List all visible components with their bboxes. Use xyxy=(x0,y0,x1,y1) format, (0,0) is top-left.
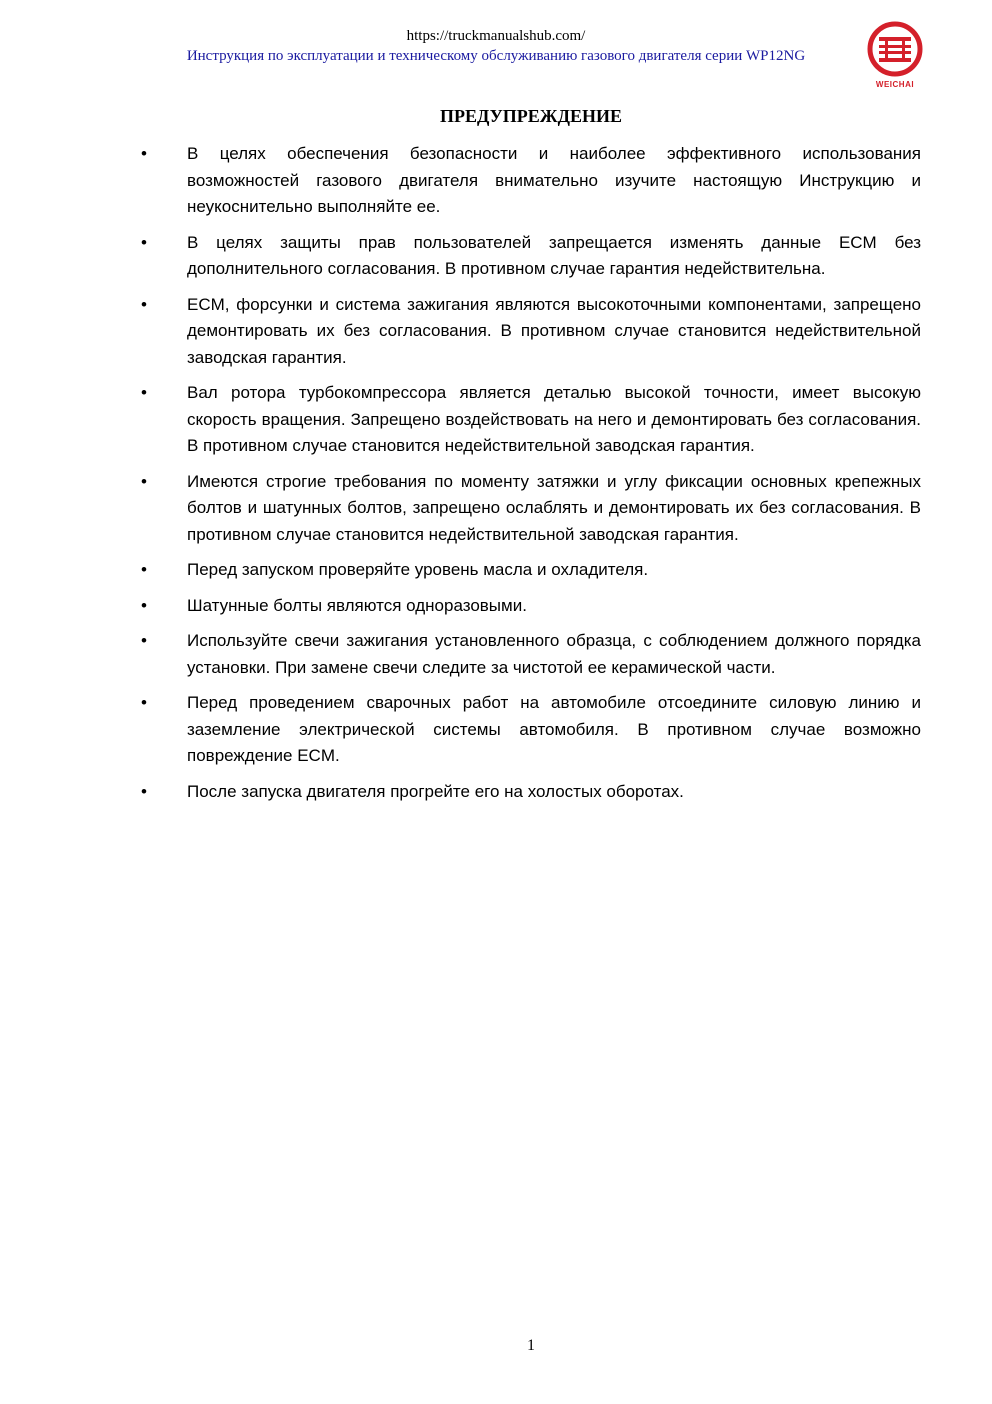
warning-text: Имеются строгие требования по моменту затяжки и углу фиксации основных крепежных болтов и шатунных болтов, запрещено ослаблять и демонтировать их без согласования. В противном случае становится недействительной заводская гарантия. xyxy=(187,471,921,544)
logo-text: WEICHAI xyxy=(875,80,915,89)
bullet: • xyxy=(141,294,147,314)
document-title: ПРЕДУПРЕЖДЕНИЕ xyxy=(439,106,622,126)
bullet: • xyxy=(141,471,147,491)
warning-text: В целях защиты прав пользователей запрещается изменять данные ECM без дополнительного согласования. В противном случае гарантия недействительна. xyxy=(187,232,921,278)
warning-item xyxy=(141,557,921,584)
warning-list xyxy=(141,141,921,814)
bullet: • xyxy=(141,781,147,801)
warning-text: Шатунные болты являются одноразовыми. xyxy=(187,595,527,615)
warning-text: После запуска двигателя прогрейте его на холостых оборотах. xyxy=(187,781,684,801)
warning-text: Используйте свечи зажигания установленного образца, с соблюдением должного порядка установки. При замене свечи следите за чистотой ее керамической части. xyxy=(187,631,921,677)
bullet: • xyxy=(141,383,147,402)
warning-item xyxy=(141,628,921,681)
warning-text: Вал ротора турбокомпрессора является деталью высокой точности, имеет высокую скорость вращения. Запрещено воздействовать на него и демонтировать без согласования. В противном случае становится недействительной заводская гарантия. xyxy=(187,383,921,455)
source-url[interactable]: https://truckmanualshub.com/ xyxy=(406,28,586,44)
header-title: Инструкция по эксплуатации и техническому обслуживанию газового двигателя серии WP12NG xyxy=(186,48,806,64)
warning-item xyxy=(141,141,921,221)
bullet: • xyxy=(141,693,147,712)
warning-item xyxy=(141,292,921,372)
warning-text: В целях обеспечения безопасности и наиболее эффективного использования возможностей газового двигателя внимательно изучите настоящую Инструкцию и неукоснительно выполняйте ее. xyxy=(187,144,921,216)
bullet: • xyxy=(141,631,147,650)
warning-item xyxy=(141,593,921,620)
warning-item xyxy=(141,380,921,460)
warning-text: ECM, форсунки и система зажигания являются высокоточными компонентами, запрещено демонтировать их без согласования. В противном случае становится недействительной заводская гарантия. xyxy=(187,294,921,367)
weichai-logo xyxy=(866,20,924,92)
bullet: • xyxy=(141,144,147,163)
weichai-logo-icon xyxy=(866,20,924,78)
warning-item xyxy=(141,690,921,770)
warning-text: Перед проведением сварочных работ на автомобиле отсоедините силовую линию и заземление электрической системы автомобиля. В противном случае возможно повреждение ECM. xyxy=(187,693,921,765)
warning-item xyxy=(141,230,921,283)
page-number: 1 xyxy=(527,1337,535,1354)
bullet: • xyxy=(141,232,147,252)
bullet: • xyxy=(141,595,147,615)
warning-item xyxy=(141,779,921,806)
warning-item xyxy=(141,469,921,549)
bullet: • xyxy=(141,560,147,579)
warning-text: Перед запуском проверяйте уровень масла и охладителя. xyxy=(187,560,649,579)
